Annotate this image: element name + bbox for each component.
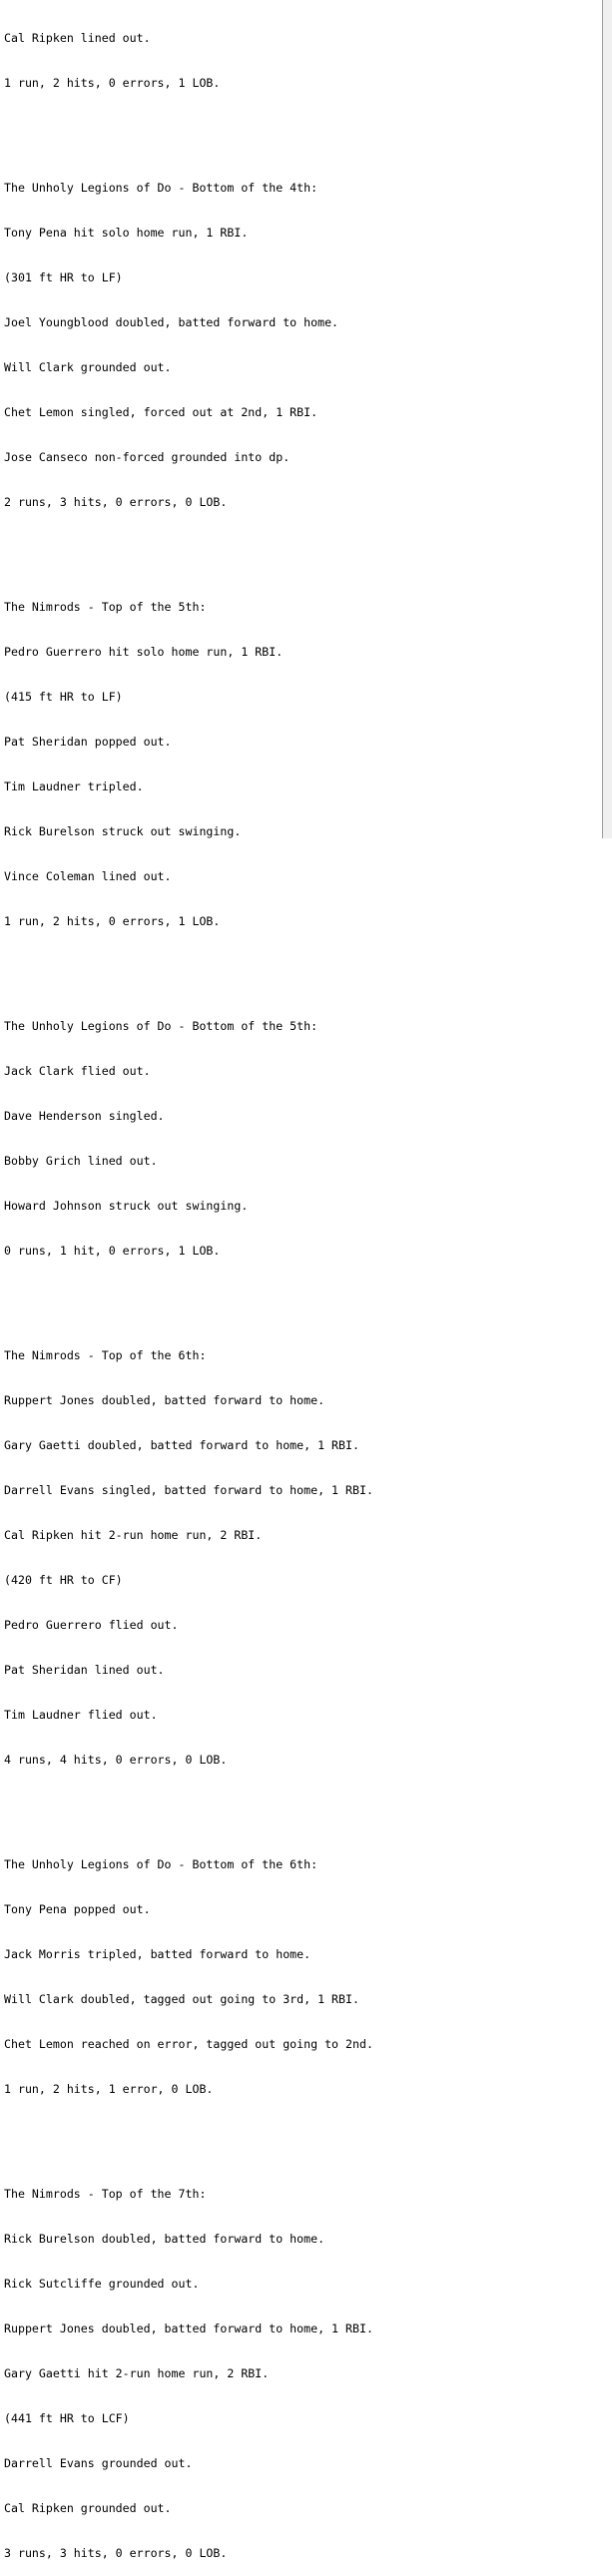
log-line: (420 ft HR to CF) [4,1573,123,1587]
log-line: Howard Johnson struck out swinging. [4,1199,249,1213]
log-line: Pat Sheridan lined out. [4,1663,165,1677]
log-line: (301 ft HR to LF) [4,270,123,284]
log-line: Pat Sheridan popped out. [4,735,172,749]
log-line: Vince Coleman lined out. [4,869,172,883]
log-line: Jose Canseco non-forced grounded into dp. [4,450,291,464]
log-line: Will Clark doubled, tagged out going to 3rd, 1 RBI. [4,1992,359,2006]
log-line: Cal Ripken lined out. [4,31,151,45]
inning-header: The Unholy Legions of Do - Bottom of the 6th: [4,1857,318,1871]
log-line: Tim Laudner flied out. [4,1708,158,1722]
log-line: Dave Henderson singled. [4,1109,165,1123]
inning-summary: 1 run, 2 hits, 1 error, 0 LOB. [4,2082,214,2096]
scrollbar-track[interactable] [603,0,612,838]
log-line: Rick Sutcliffe grounded out. [4,2277,200,2291]
inning-header: The Unholy Legions of Do - Bottom of the 5th: [4,1019,318,1033]
log-line: Gary Gaetti doubled, batted forward to home, 1 RBI. [4,1438,359,1452]
log-line: Tim Laudner tripled. [4,779,144,793]
blank-line [4,540,595,555]
log-line: Darrell Evans singled, batted forward to home, 1 RBI. [4,1483,373,1497]
inning-summary: 1 run, 2 hits, 0 errors, 1 LOB. [4,76,221,90]
inning-summary: 3 runs, 3 hits, 0 errors, 0 LOB. [4,2546,228,2560]
play-by-play-log [4,1,595,2576]
log-line: Gary Gaetti hit 2-run home run, 2 RBI. [4,2366,270,2380]
inning-summary: 2 runs, 3 hits, 0 errors, 0 LOB. [4,495,228,509]
blank-line [4,959,595,974]
log-line: Rick Burelson struck out swinging. [4,824,242,838]
log-line: Ruppert Jones doubled, batted forward to home. [4,1393,325,1407]
log-line: Ruppert Jones doubled, batted forward to home, 1 RBI. [4,2321,373,2335]
log-line: Chet Lemon reached on error, tagged out going to 2nd. [4,2037,373,2051]
log-line: (415 ft HR to LF) [4,690,123,704]
log-line: (441 ft HR to LCF) [4,2411,130,2425]
log-line: Tony Pena hit solo home run, 1 RBI. [4,226,249,240]
inning-header: The Nimrods - Top of the 6th: [4,1348,207,1362]
log-line: Rick Burelson doubled, batted forward to home. [4,2232,325,2246]
inning-summary: 1 run, 2 hits, 0 errors, 1 LOB. [4,914,221,928]
log-line: Jack Morris tripled, batted forward to home. [4,1947,311,1961]
inning-summary: 0 runs, 1 hit, 0 errors, 1 LOB. [4,1244,221,1258]
blank-line [4,1288,595,1303]
inning-summary: 4 runs, 4 hits, 0 errors, 0 LOB. [4,1753,228,1767]
log-line: Pedro Guerrero hit solo home run, 1 RBI. [4,645,284,659]
log-line: Tony Pena popped out. [4,1902,151,1916]
log-line: Cal Ripken hit 2-run home run, 2 RBI. [4,1528,263,1542]
log-line: Darrell Evans grounded out. [4,2456,193,2470]
inning-header: The Unholy Legions of Do - Bottom of the 4th: [4,181,318,195]
blank-line [4,121,595,136]
blank-line [4,1798,595,1812]
inning-header: The Nimrods - Top of the 5th: [4,600,207,614]
log-line: Will Clark grounded out. [4,360,172,374]
inning-header: The Nimrods - Top of the 7th: [4,2187,207,2201]
log-line: Pedro Guerrero flied out. [4,1618,179,1632]
log-line: Cal Ripken grounded out. [4,2501,172,2515]
log-line: Bobby Grich lined out. [4,1154,158,1168]
log-line: Joel Youngblood doubled, batted forward to home. [4,315,339,329]
log-line: Chet Lemon singled, forced out at 2nd, 1 RBI. [4,405,318,419]
log-line: Jack Clark flied out. [4,1064,151,1078]
blank-line [4,2127,595,2142]
